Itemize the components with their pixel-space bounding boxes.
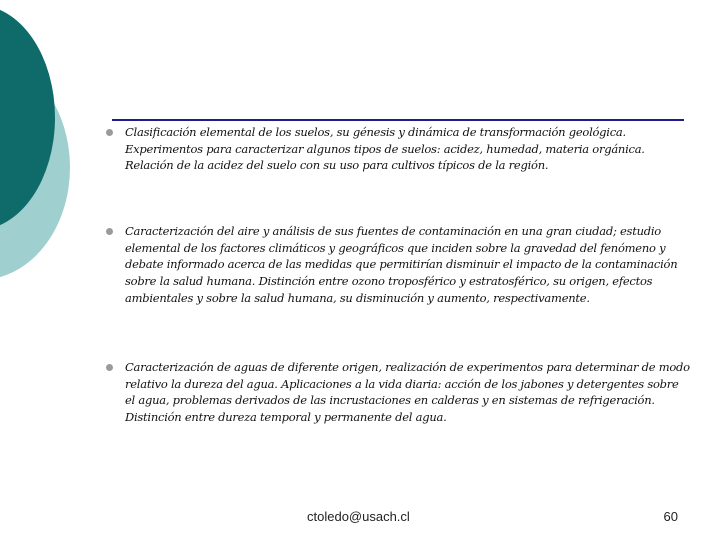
footer-email: ctoledo@usach.cl [307,509,410,524]
title-divider [112,119,684,121]
page-number: 60 [663,509,678,524]
bullet-text: Clasificación elemental de los suelos, su génesis y dinámica de transformación geológica. Experimentos para caracterizar algunos tipos de suelos: acidez, humedad, materia orgánica. Relación de la acidez del suelo con su uso para cultivos típicos de la región. [125,125,645,173]
bullet-icon [106,228,113,235]
list-item [106,223,691,307]
bullet-icon [106,129,113,136]
list-item [106,124,691,174]
bullet-text: Caracterización del aire y análisis de sus fuentes de contaminación en una gran ciudad; estudio elemental de los factores climáticos y geográficos que inciden sobre la gravedad del fenómeno y debate informado acerca de las medidas que permitirían disminuir el impacto de la contaminación sobre la salud humana. Distinción entre ozono troposférico y estratosférico, su origen, efectos ambientales y sobre la salud humana, su disminución y aumento, respectivamente. [125,224,678,305]
list-item [106,359,691,426]
bullet-text: Caracterización de aguas de diferente origen, realización de experimentos para determinar de modo relativo la dureza del agua. Aplicaciones a la vida diaria: acción de los jabones y detergentes sobre el agua, problemas derivados de las incrustaciones en calderas y en sistemas de refrigeración. Distinción entre dureza temporal y permanente del agua. [125,360,690,425]
bullet-icon [106,364,113,371]
